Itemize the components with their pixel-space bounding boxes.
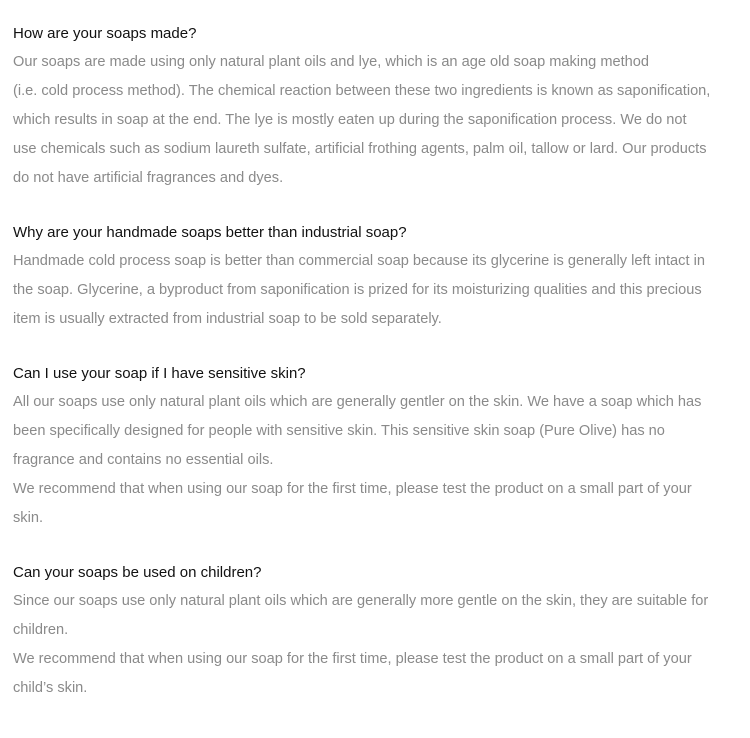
faq-answer-line: the soap. Glycerine, a byproduct from saponification is prized for its moisturizing qualities and this precious (13, 282, 702, 298)
faq-item-sensitive-skin (13, 363, 738, 533)
faq-answer-line: Since our soaps use only natural plant oils which are generally more gentle on the skin, they are suitable for (13, 593, 709, 609)
faq-answer-line: children. (13, 622, 69, 638)
faq-answer (13, 48, 738, 193)
faq-item-how-made (13, 23, 738, 193)
faq-answer-line: do not have artificial fragrances and dyes. (13, 170, 284, 186)
faq-answer-line: fragrance and contains no essential oils. (13, 452, 274, 468)
faq-answer-line: use chemicals such as sodium laureth sulfate, artificial frothing agents, palm oil, tallow or lard. Our products (13, 141, 707, 157)
faq-item-children (13, 562, 738, 703)
faq-answer-line: skin. (13, 510, 44, 526)
faq-question: Can I use your soap if I have sensitive skin? (13, 365, 306, 382)
faq-answer-line: item is usually extracted from industrial soap to be sold separately. (13, 311, 442, 327)
faq-answer-line: which results in soap at the end. The lye is mostly eaten up during the saponification process. We do not (13, 112, 687, 128)
faq-answer (13, 388, 738, 533)
faq-answer (13, 247, 738, 334)
faq-question: Why are your handmade soaps better than industrial soap? (13, 224, 407, 241)
faq-answer-line: Our soaps are made using only natural plant oils and lye, which is an age old soap making method (13, 54, 650, 70)
faq-answer-line: child’s skin. (13, 680, 88, 696)
faq-answer-line: (i.e. cold process method). The chemical reaction between these two ingredients is known as saponification, (13, 83, 711, 99)
faq-answer (13, 587, 738, 703)
faq-question: Can your soaps be used on children? (13, 564, 262, 581)
faq-answer-line: All our soaps use only natural plant oils which are generally gentler on the skin. We have a soap which has (13, 394, 702, 410)
faq-answer-line: been specifically designed for people with sensitive skin. This sensitive skin soap (Pure Olive) has no (13, 423, 665, 439)
faq-item-why-better (13, 222, 738, 334)
faq-answer-line: Handmade cold process soap is better than commercial soap because its glycerine is generally left intact in (13, 253, 705, 269)
faq-answer-line: We recommend that when using our soap for the first time, please test the product on a small part of your (13, 481, 692, 497)
faq-question: How are your soaps made? (13, 25, 197, 42)
faq-answer-line: We recommend that when using our soap for the first time, please test the product on a small part of your (13, 651, 692, 667)
